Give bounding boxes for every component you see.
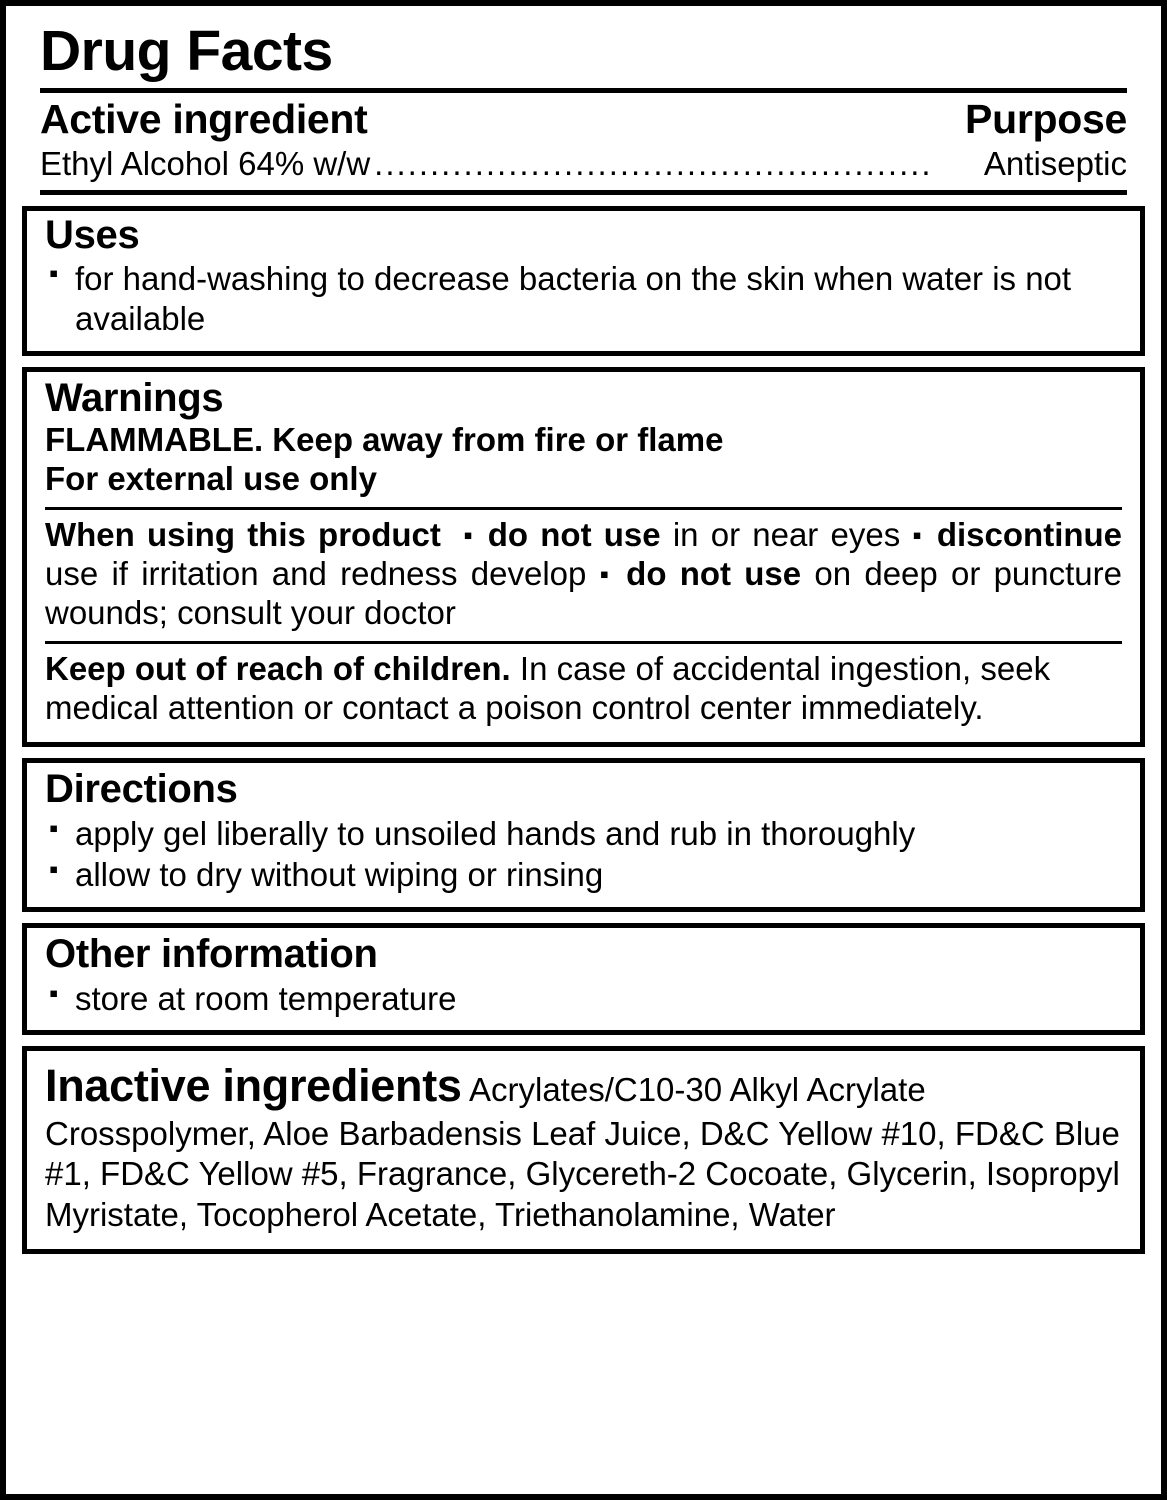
panel-uses [22,206,1145,356]
bullet-square-icon: ▪ [599,559,613,590]
do-not-use-text-2: on deep or puncture wounds; consult your doctor [45,555,1123,632]
panel-other-information [22,923,1145,1035]
bullet-square-icon: ▪ [453,520,476,551]
active-ingredient-row [40,144,1127,184]
warnings-external-use: For external use only [45,460,377,498]
inactive-ingredients-block [45,1059,1122,1235]
purpose-heading: Purpose [965,95,1127,142]
other-information-heading: Other information [45,931,378,976]
do-not-use-label-2: do not use [626,555,802,593]
inactive-ingredients-heading: Inactive ingredients [45,1060,462,1112]
list-item: ▪ store at room temperature [45,979,1122,1019]
panel-warnings [22,367,1145,747]
panel-directions [22,758,1145,912]
list-item: ▪ apply gel liberally to unsoiled hands and rub in thoroughly [45,814,1122,854]
directions-heading: Directions [45,766,238,811]
leader-dots: .................................................. [374,144,933,182]
other-information-list [45,979,1122,1019]
do-not-use-label-1: do not use [487,516,661,554]
inactive-ingredients-text: Acrylates/C10-30 Alkyl Acrylate Crosspolymer, Aloe Barbadensis Leaf Juice, D&C Yellow #10, FD&C Blue #1, FD&C Yellow #5, Fragrance, Glycereth-2 Cocoate, Glycerin, Isopropyl Myristate, Tocopherol Acetate, Triethanolamine, Water [45,1071,1120,1233]
bullet-square-icon: ▪ [912,520,925,551]
active-ingredient-heading: Active ingredient [40,95,368,142]
discontinue-label: discontinue [936,516,1123,554]
keep-out-text: In case of accidental ingestion, seek medical attention or contact a poison control center immediately. [45,650,1051,726]
active-ingredient-header-row [40,97,1127,142]
warnings-flammable: FLAMMABLE. Keep away from fire or flame [45,421,724,459]
warnings-heading: Warnings [45,375,224,420]
list-item: ▪ for hand-washing to decrease bacteria on the skin when water is not available [45,259,1122,338]
active-ingredient-value: Ethyl Alcohol 64% w/w [40,144,371,182]
title-divider [40,88,1127,93]
panel-inactive-ingredients [22,1046,1145,1254]
uses-heading: Uses [45,212,140,257]
when-using-label: When using this product [45,516,441,554]
uses-list [45,259,1122,338]
warnings-divider-1 [45,507,1122,510]
discontinue-text: use if irritation and redness develop [45,555,587,593]
page-title: Drug Facts [40,19,333,83]
active-ingredient-bottom-rule [40,190,1127,195]
purpose-value: Antiseptic [983,144,1127,182]
keep-out-label: Keep out of reach of children. [45,650,511,687]
panel-active-ingredient [22,20,1145,199]
directions-list [45,814,1122,895]
warnings-when-using [45,516,1122,633]
warnings-divider-2 [45,641,1122,644]
list-item: ▪ allow to dry without wiping or rinsing [45,855,1122,895]
do-not-use-text-1: in or near eyes [672,516,901,554]
warnings-keep-out [45,650,1122,728]
